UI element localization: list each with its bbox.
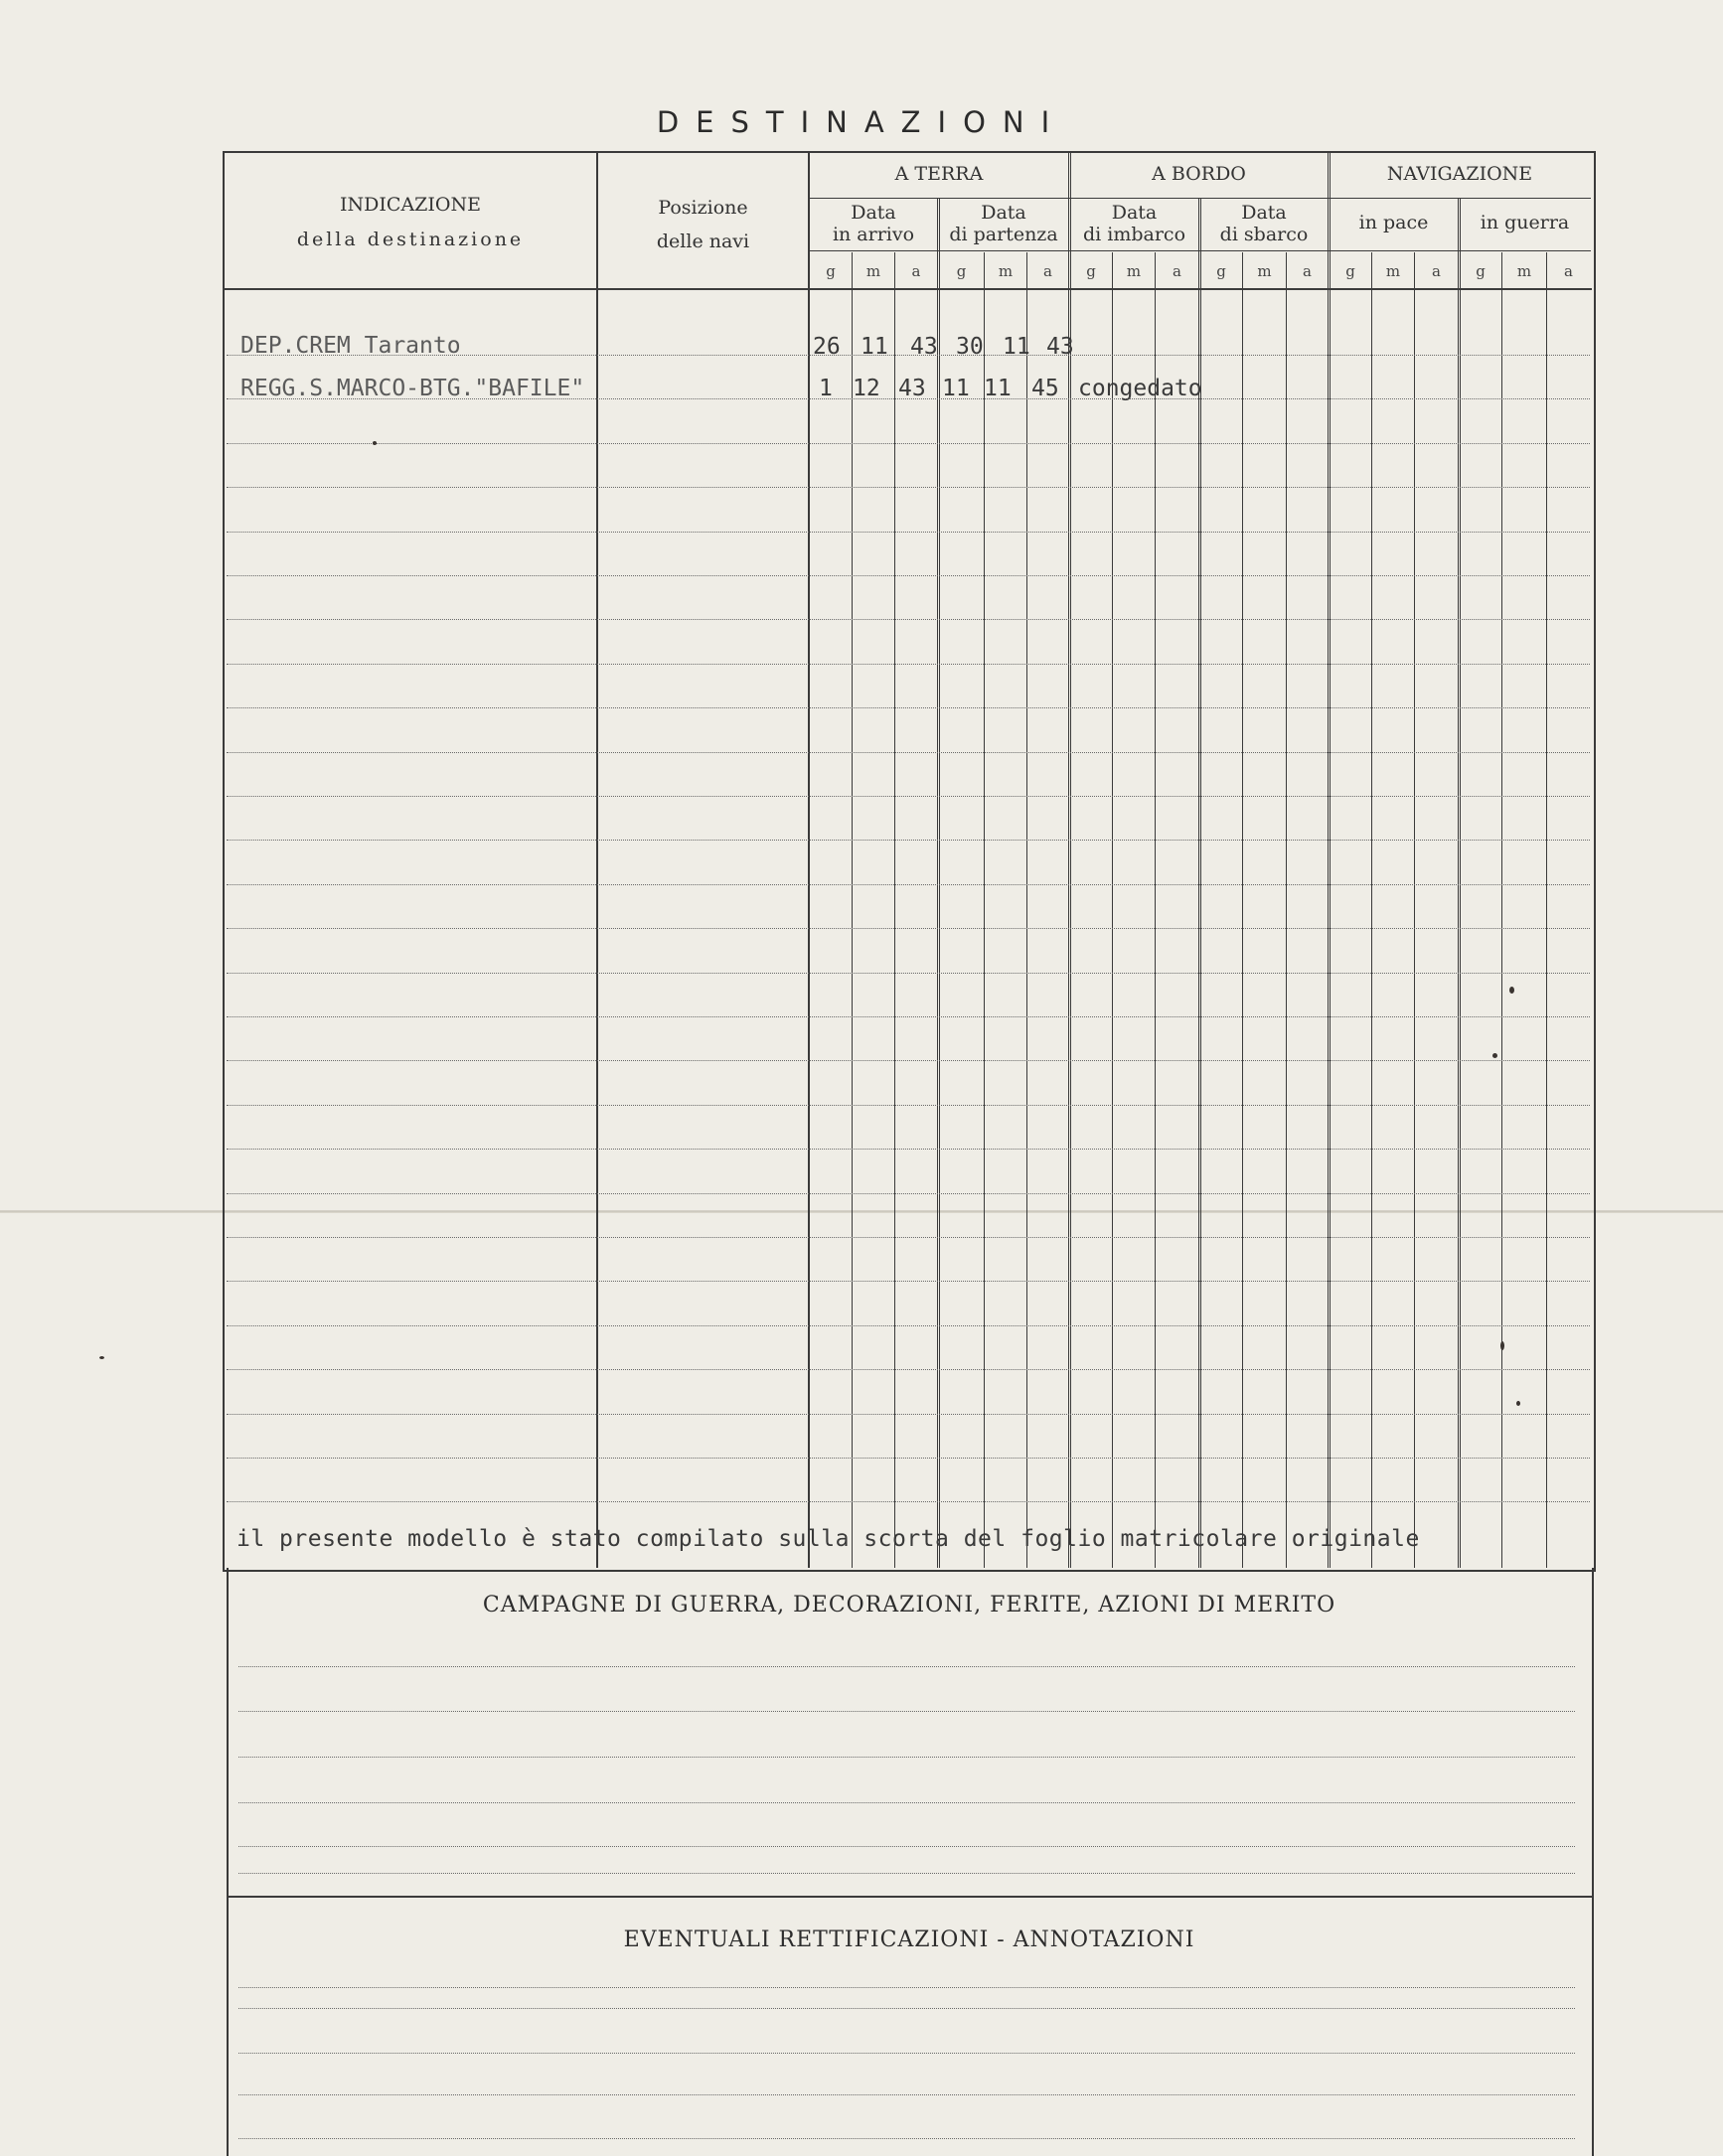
- ink-speck: [99, 1356, 104, 1359]
- col-divider-arrivo-partenza: [937, 199, 940, 1568]
- table-row-rule: [227, 575, 1590, 576]
- sub-g: g: [1476, 262, 1486, 280]
- header-data-arrivo: Data: [851, 202, 896, 224]
- sub-m: m: [998, 262, 1014, 280]
- subcol-line: [852, 252, 853, 1568]
- subcol-line: [1242, 252, 1243, 1568]
- header-di-partenza: di partenza: [949, 224, 1058, 245]
- entry-1-arrivo-m: 11: [861, 334, 888, 360]
- table-row-rule: [227, 619, 1590, 620]
- sub-g: g: [826, 262, 836, 280]
- subcol-line: [984, 252, 985, 1568]
- subcol-line: [1155, 252, 1156, 1568]
- ink-speck: [1509, 987, 1514, 994]
- table-row-rule: [227, 796, 1590, 797]
- campagne-line: [238, 1711, 1575, 1712]
- header-data-sbarco: Data: [1241, 202, 1287, 224]
- sub-m: m: [865, 262, 881, 280]
- header-delle-navi: delle navi: [656, 231, 750, 252]
- sub-a: a: [1043, 262, 1052, 280]
- table-row-rule: [227, 1060, 1590, 1061]
- col-divider-posizione: [808, 153, 810, 1568]
- subcol-line: [1112, 252, 1113, 1568]
- table-row-rule: [227, 1016, 1590, 1017]
- campagne-right-border: [1592, 1568, 1594, 1896]
- table-row-rule: [227, 884, 1590, 885]
- subcol-line: [1286, 252, 1287, 1568]
- entry-2-partenza-a: 45: [1031, 376, 1059, 401]
- header-a-terra: A TERRA: [894, 163, 984, 185]
- ink-speck: [1516, 1401, 1520, 1406]
- entry-1-arrivo-a: 43: [910, 334, 938, 360]
- header-di-sbarco: di sbarco: [1219, 224, 1309, 245]
- col-divider-imbarco-sbarco: [1198, 199, 1201, 1568]
- campagne-line: [238, 1846, 1575, 1847]
- table-row-rule: [227, 1501, 1590, 1502]
- campagne-line: [238, 1873, 1575, 1874]
- sub-m: m: [1516, 262, 1532, 280]
- header-indicazione: INDICAZIONE: [340, 194, 481, 216]
- table-row-rule: [227, 1458, 1590, 1459]
- subcol-line: [1371, 252, 1372, 1568]
- table-row-rule: [227, 1105, 1590, 1106]
- header-navigazione: NAVIGAZIONE: [1386, 163, 1533, 185]
- entry-2-note: congedato: [1078, 376, 1202, 401]
- footer-note: il presente modello è stato compilato sulla scorta del foglio matricolare originale: [236, 1526, 1420, 1552]
- section-rettifiche-title: EVENTUALI RETTIFICAZIONI - ANNOTAZIONI: [623, 1927, 1195, 1952]
- subcol-line: [1546, 252, 1547, 1568]
- sub-m: m: [1385, 262, 1401, 280]
- campagne-line: [238, 1802, 1575, 1803]
- sub-a: a: [1432, 262, 1441, 280]
- header-subgroup-underline: [808, 250, 1591, 251]
- sub-a: a: [1564, 262, 1573, 280]
- table-row-rule: [227, 1193, 1590, 1194]
- header-data-partenza: Data: [981, 202, 1026, 224]
- table-row-rule: [227, 532, 1590, 533]
- table-row-rule: [227, 487, 1590, 488]
- table-row-rule: [227, 443, 1590, 444]
- header-data-imbarco: Data: [1111, 202, 1158, 224]
- sub-a: a: [1173, 262, 1181, 280]
- entry-1-destinazione: DEP.CREM Taranto: [240, 333, 461, 359]
- table-row-rule: [227, 1414, 1590, 1415]
- entry-2-arrivo-m: 12: [853, 376, 880, 401]
- table-row-rule: [227, 973, 1590, 974]
- header-a-bordo: A BORDO: [1152, 163, 1246, 185]
- col-divider-terra-bordo: [1068, 153, 1071, 1568]
- page-title: DESTINAZIONI: [656, 105, 1067, 139]
- subcol-line: [1501, 252, 1502, 1568]
- sub-g: g: [1345, 262, 1355, 280]
- sub-g: g: [1216, 262, 1226, 280]
- header-in-guerra: in guerra: [1480, 212, 1570, 233]
- entry-1-partenza-a: 43: [1046, 334, 1074, 360]
- destinazioni-table-frame: [223, 151, 1596, 1572]
- rettifiche-line: [238, 2094, 1575, 2095]
- table-row-rule: [227, 1149, 1590, 1150]
- rettifiche-line: [238, 1987, 1575, 1988]
- sub-a: a: [911, 262, 921, 280]
- rettifiche-line: [238, 2138, 1575, 2139]
- section-campagne-title: CAMPAGNE DI GUERRA, DECORAZIONI, FERITE, AZIONI DI MERITO: [482, 1593, 1336, 1617]
- sub-m: m: [1257, 262, 1272, 280]
- entry-1-partenza-m: 11: [1003, 334, 1030, 360]
- table-row-rule: [227, 1369, 1590, 1370]
- entry-1-arrivo-g: 26: [813, 334, 841, 360]
- entry-1-partenza-g: 30: [956, 334, 984, 360]
- entry-2-arrivo-g: 1: [819, 376, 833, 401]
- table-row-rule: [227, 1237, 1590, 1238]
- rettifiche-line: [238, 2053, 1575, 2054]
- sub-g: g: [1086, 262, 1096, 280]
- table-row-rule: [227, 928, 1590, 929]
- subcol-line: [1414, 252, 1415, 1568]
- header-group-underline: [808, 198, 1591, 199]
- col-divider-pace-guerra: [1458, 199, 1461, 1568]
- ink-speck: [1500, 1341, 1504, 1350]
- ink-speck: [373, 441, 377, 445]
- table-row-rule: [227, 1281, 1590, 1282]
- campagne-line: [238, 1757, 1575, 1758]
- header-in-pace: in pace: [1358, 212, 1429, 233]
- table-row-rule: [227, 840, 1590, 841]
- rettifiche-line: [238, 2008, 1575, 2009]
- subcol-line: [894, 252, 895, 1568]
- col-divider-indicazione: [596, 153, 598, 1568]
- sub-m: m: [1126, 262, 1142, 280]
- table-row-rule: [227, 707, 1590, 708]
- entry-2-destinazione: REGG.S.MARCO-BTG."BAFILE": [240, 376, 585, 401]
- header-di-imbarco: di imbarco: [1082, 224, 1186, 245]
- sub-g: g: [956, 262, 967, 280]
- rettifiche-right-border: [1592, 1896, 1594, 2156]
- sub-a: a: [1303, 262, 1312, 280]
- campagne-bottom-rule: [227, 1896, 1594, 1898]
- subcol-line: [1026, 252, 1027, 1568]
- entry-2-arrivo-a: 43: [898, 376, 926, 401]
- col-divider-bordo-navigazione: [1328, 153, 1331, 1568]
- header-in-arrivo: in arrivo: [832, 224, 915, 245]
- entry-2-partenza-m: 11: [984, 376, 1012, 401]
- campagne-line: [238, 1666, 1575, 1667]
- header-della-destinazione: della destinazione: [296, 229, 525, 250]
- table-row-rule: [227, 664, 1590, 665]
- header-bottom-rule: [223, 288, 1592, 290]
- header-posizione: Posizione: [658, 197, 748, 219]
- ink-speck: [1492, 1053, 1497, 1058]
- table-row-rule: [227, 752, 1590, 753]
- entry-2-partenza-g: 11: [942, 376, 970, 401]
- table-row-rule: [227, 1325, 1590, 1326]
